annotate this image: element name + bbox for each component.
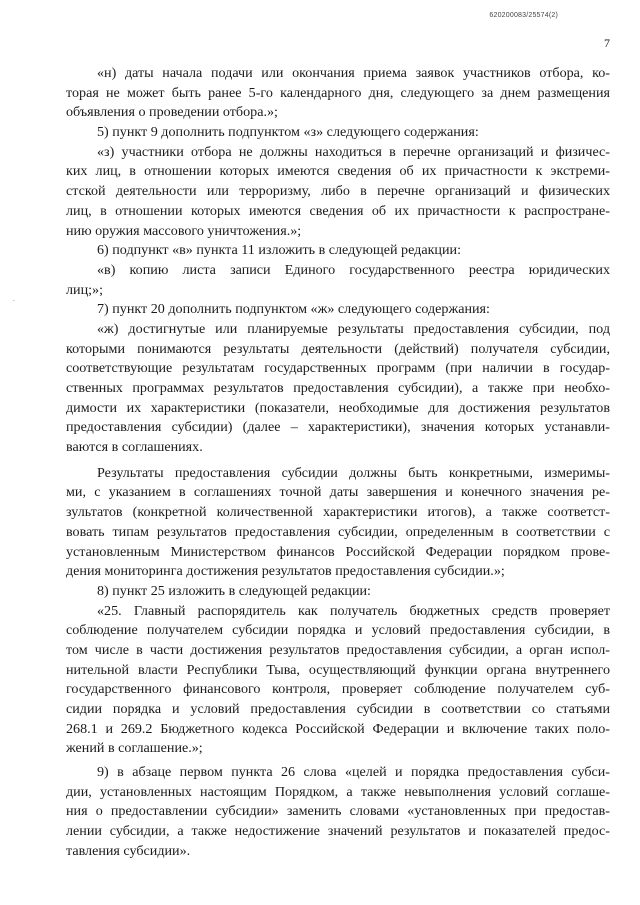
text-line: ми, с указанием в соглашениях точной даты завершения и конечного значения ре-: [66, 484, 610, 501]
text-line: зультатов (конкретной количественной характеристики итогов), а также соответст-: [66, 504, 610, 521]
text-line: предоставления субсидии) (далее – характеристики), значения которых устанавли-: [66, 419, 610, 436]
text-line: нию оружия массового уничтожения.»;: [66, 222, 302, 239]
text-line: ваются в соглашениях.: [66, 439, 203, 456]
text-line: 268.1 и 269.2 Бюджетного кодекса Российской Федерации и включение таких поло-: [66, 720, 610, 737]
text-line: Результаты предоставления субсидии должны быть конкретными, измеримы-: [97, 464, 610, 481]
text-line: «з) участники отбора не должны находиться в перечне организаций и физичес-: [97, 143, 610, 160]
text-line: 8) пункт 25 изложить в следующей редакции:: [97, 582, 371, 599]
document-body: [66, 64, 610, 862]
document-id: 620200083/25574(2): [489, 12, 558, 19]
text-line: нительной власти Республики Тыва, осуществляющий функции органа внутреннего: [66, 661, 610, 678]
text-line: сидии порядка и условий предоставления субсидии в соответствии со статьями: [66, 701, 610, 717]
text-line: торая не может быть ранее 5-го календарного дня, следующего за днем размещения: [66, 84, 610, 101]
text-line: лении субсидии, а также недостижение значений результатов и показателей предос-: [66, 823, 610, 840]
text-line: стской деятельности или терроризму, либо в перечне организаций и физических: [66, 183, 610, 200]
text-line: вовать типам результатов предоставления субсидии, определенным в соответствии с: [66, 523, 610, 540]
text-line: соблюдение получателем субсидии порядка и условий предоставления субсидии, в: [66, 622, 610, 639]
text-line: государственного финансового контроля, проверяет соблюдение получателем суб-: [66, 681, 610, 698]
text-line: 5) пункт 9 дополнить подпунктом «з» следующего содержания:: [97, 124, 479, 141]
text-line: ния о предоставлении субсидии» заменить словами «установленных при предостав-: [66, 803, 610, 820]
text-line: установленным Министерством финансов Российской Федерации порядком прове-: [66, 543, 610, 560]
text-line: том числе в части достижения результатов предоставления субсидии, а орган испол-: [66, 641, 610, 658]
text-line: «25. Главный распорядитель как получатель бюджетных средств проверяет: [97, 602, 610, 619]
text-line: ких лиц, в отношении которых имеются сведения об их причастности к экстреми-: [66, 163, 610, 180]
text-line: дения мониторинга достижения результатов предоставления субсидии.»;: [66, 563, 505, 580]
text-line: ственных программах результатов предоставления субсидии), а также при необхо-: [66, 380, 610, 396]
text-line: «н) даты начала подачи или окончания приема заявок участников отбора, ко-: [97, 65, 610, 81]
text-line: которыми понимаются результаты деятельности (действий) получателя субсидии,: [66, 340, 610, 357]
text-line: лиц;»;: [66, 281, 103, 298]
text-line: соответствующие результатам государственных программ (при наличии в государ-: [66, 360, 610, 377]
text-line: дии, установленных настоящим Порядком, а также невыполнения условий соглаше-: [66, 783, 610, 800]
page-number: 7: [604, 36, 610, 50]
margin-mark: .: [13, 295, 15, 303]
text-line: объявления о проведении отбора.»;: [66, 104, 278, 121]
text-line: жений в соглашение.»;: [66, 740, 203, 757]
text-line: димости их характеристики (показатели, необходимые для достижения результатов: [66, 399, 610, 416]
text-line: 7) пункт 20 дополнить подпунктом «ж» следующего содержания:: [97, 301, 490, 318]
text-line: лиц, в отношении которых имеются сведения об их причастности к распростране-: [66, 202, 610, 219]
text-line: тавления субсидии».: [66, 842, 191, 859]
text-line: «в) копию листа записи Единого государственного реестра юридических: [97, 261, 610, 278]
text-line: «ж) достигнутые или планируемые результаты предоставления субсидии, под: [97, 320, 610, 337]
text-line: 9) в абзаце первом пункта 26 слова «целей и порядка предоставления субси-: [97, 764, 610, 781]
text-line: 6) подпункт «в» пункта 11 изложить в следующей редакции:: [97, 242, 461, 259]
